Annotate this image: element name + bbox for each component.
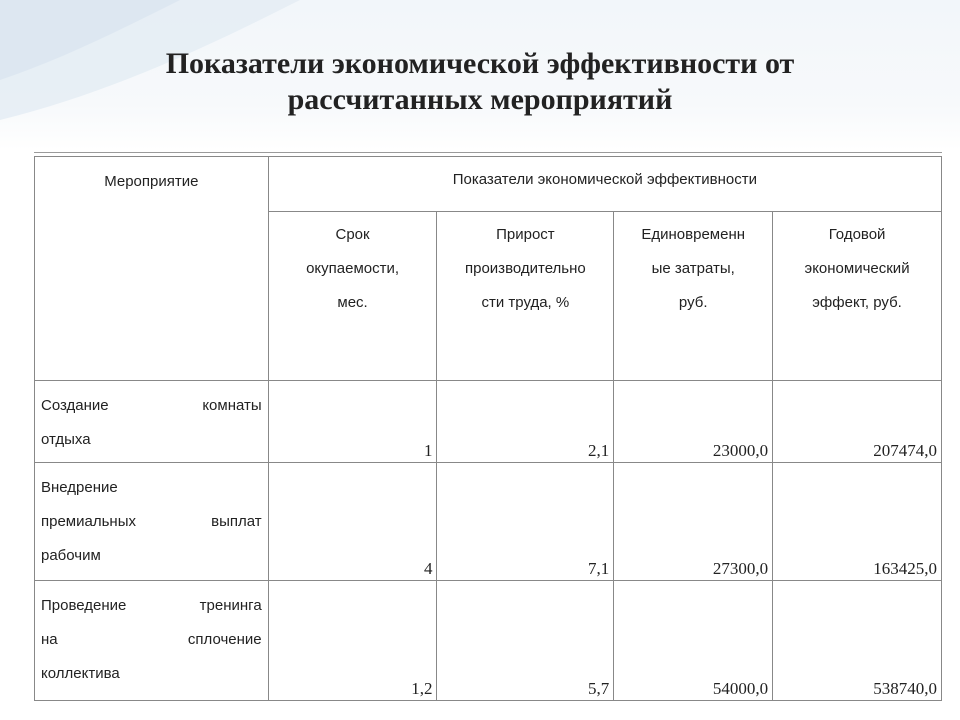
row-name-line: Проведение тренинга — [41, 597, 262, 614]
header-productivity-l1: Прирост — [496, 226, 555, 243]
cell-productivity: 5,7 — [437, 581, 614, 701]
title-line-2: рассчитанных мероприятий — [287, 83, 673, 116]
header-group-label: Показатели экономической эффективности — [452, 170, 757, 188]
header-event-label: Мероприятие — [104, 173, 199, 190]
table-row — [35, 463, 942, 581]
cell-effect: 163425,0 — [773, 463, 942, 581]
header-payback-l1: Срок — [335, 226, 370, 243]
header-effect-l2: экономический — [804, 260, 910, 277]
cell-costs: 27300,0 — [614, 463, 773, 581]
slide-title — [60, 46, 900, 118]
cell-effect: 538740,0 — [773, 581, 942, 701]
row-event-name — [35, 381, 269, 463]
row-name-line: отдыха — [41, 431, 91, 448]
cell-productivity: 7,1 — [437, 463, 614, 581]
header-costs-l1: Единовременн — [641, 226, 746, 243]
header-costs-l2: ые затраты, — [651, 260, 735, 277]
header-group — [268, 157, 941, 212]
cell-payback: 1,2 — [268, 581, 437, 701]
table-row — [35, 381, 942, 463]
row-name-line: премиальных выплат — [41, 513, 262, 530]
table-row — [35, 581, 942, 701]
cell-effect: 207474,0 — [773, 381, 942, 463]
row-name-line: на сплочение — [41, 631, 262, 648]
header-payback-l2: окупаемости, — [306, 260, 400, 277]
top-divider — [34, 152, 942, 153]
header-costs — [614, 212, 773, 381]
header-row-main — [35, 157, 942, 212]
cell-payback: 1 — [268, 381, 437, 463]
header-payback-l3: мес. — [337, 294, 368, 311]
header-effect — [773, 212, 942, 381]
cell-costs: 54000,0 — [614, 581, 773, 701]
cell-payback: 4 — [268, 463, 437, 581]
header-costs-l3: руб. — [678, 294, 708, 311]
row-event-name — [35, 463, 269, 581]
row-name-line: Создание комнаты — [41, 397, 262, 414]
efficiency-table — [34, 156, 942, 701]
header-productivity — [437, 212, 614, 381]
row-name-line: коллектива — [41, 665, 120, 682]
header-payback — [268, 212, 437, 381]
row-event-name — [35, 581, 269, 701]
row-name-line: рабочим — [41, 547, 101, 564]
cell-productivity: 2,1 — [437, 381, 614, 463]
header-event — [35, 157, 269, 381]
title-line-1: Показатели экономической эффективности от — [165, 47, 795, 80]
header-effect-l3: эффект, руб. — [812, 294, 902, 311]
row-name-line: Внедрение — [41, 479, 118, 496]
header-productivity-l2: производительно — [465, 260, 586, 277]
cell-costs: 23000,0 — [614, 381, 773, 463]
header-effect-l1: Годовой — [828, 226, 886, 243]
header-productivity-l3: сти труда, % — [481, 294, 570, 311]
